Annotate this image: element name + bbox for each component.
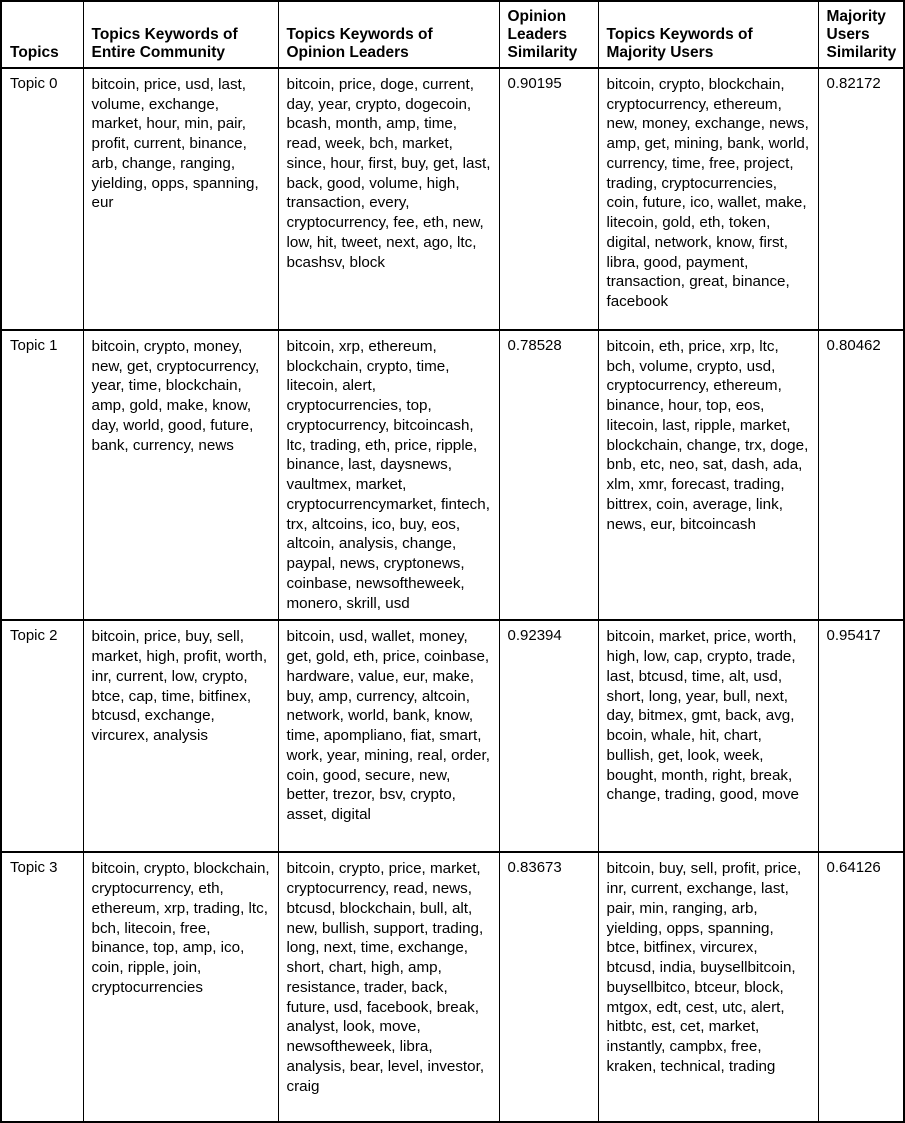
majority-users-similarity-value: 0.82172: [818, 68, 904, 330]
table-row: [1, 330, 904, 621]
table-row: [1, 852, 904, 1122]
column-header-leaders-sim-line1: Opinion: [507, 8, 567, 25]
opinion-leader-keywords: bitcoin, usd, wallet, money, get, gold, eth, price, coinbase, hardware, value, eur, make, buy, amp, currency, altcoin, network, world, bank, know, time, apompliano, fiat, smart, work, year, mining, real, order, coin, good, secure, new, better, trezor, bsv, crypto, asset, digital: [278, 620, 499, 852]
table-row: [1, 68, 904, 330]
table-row: [1, 620, 904, 852]
majority-users-similarity-value: 0.95417: [818, 620, 904, 852]
column-header-majority-line2: Majority Users: [606, 43, 714, 61]
column-header-majority-sim-line2: Users: [826, 25, 870, 43]
majority-user-keywords: bitcoin, eth, price, xrp, ltc, bch, volume, crypto, usd, cryptocurrency, ethereum, binance, hour, top, eos, litecoin, last, ripple, market, blockchain, change, trx, doge, bnb, etc, neo, sat, dash, ada, xlm, xmr, forecast, trading, bittrex, coin, average, link, news, eur, bitcoincash: [598, 330, 818, 621]
majority-users-similarity-value: 0.80462: [818, 330, 904, 621]
opinion-leaders-similarity-value: 0.78528: [499, 330, 598, 621]
community-keywords: bitcoin, crypto, blockchain, cryptocurrency, eth, ethereum, xrp, trading, ltc, bch, litecoin, free, binance, top, amp, ico, coin, ripple, join, cryptocurrencies: [83, 852, 278, 1122]
opinion-leaders-similarity-value: 0.90195: [499, 68, 598, 330]
topic-name: Topic 1: [1, 330, 83, 621]
community-keywords: bitcoin, crypto, money, new, get, cryptocurrency, year, time, blockchain, amp, gold, make, know, day, world, good, future, bank, currency, news: [83, 330, 278, 621]
table-header: [1, 1, 904, 68]
column-header-leaders-sim-line2: Leaders: [507, 25, 567, 43]
column-header-leaders-line2: Opinion Leaders: [286, 43, 409, 61]
topic-name: Topic 2: [1, 620, 83, 852]
topic-name: Topic 3: [1, 852, 83, 1122]
opinion-leaders-similarity-value: 0.92394: [499, 620, 598, 852]
column-header-community-line1: Topics Keywords of: [91, 25, 238, 43]
opinion-leader-keywords: bitcoin, price, doge, current, day, year, crypto, dogecoin, bcash, month, amp, time, read, week, bch, market, since, hour, first, buy, get, last, back, good, volume, high, transaction, every, cryptocurrency, fee, eth, new, low, hit, tweet, next, ago, ltc, bcashsv, block: [278, 68, 499, 330]
opinion-leaders-similarity-value: 0.83673: [499, 852, 598, 1122]
majority-user-keywords: bitcoin, crypto, blockchain, cryptocurrency, ethereum, new, money, exchange, news, amp, get, mining, bank, world, currency, time, free, project, trading, cryptocurrencies, coin, future, ico, wallet, make, litecoin, gold, eth, token, digital, network, know, first, libra, good, payment, transaction, great, binance, facebook: [598, 68, 818, 330]
column-header-majority-users-similarity: [818, 1, 904, 68]
opinion-leader-keywords: bitcoin, crypto, price, market, cryptocurrency, read, news, btcusd, blockchain, bull, alt, new, bullish, support, trading, long, next, time, exchange, short, chart, high, amp, resistance, trader, back, future, usd, facebook, break, analyst, look, move, newsoftheweek, libra, analysis, bear, level, investor, craig: [278, 852, 499, 1122]
column-header-topics-label: Topics: [10, 43, 59, 61]
column-header-opinion-leaders: [278, 1, 499, 68]
majority-user-keywords: bitcoin, buy, sell, profit, price, inr, current, exchange, last, pair, min, ranging, arb, yielding, opps, spanning, btce, bitfinex, vircurex, btcusd, india, buysellbitcoin, buysellbitco, btceur, block, mtgox, edt, cest, utc, alert, hitbtc, est, cet, market, instantly, campbx, free, kraken, technical, trading: [598, 852, 818, 1122]
column-header-topics: [1, 1, 83, 68]
table-body: [1, 68, 904, 1123]
opinion-leader-keywords: bitcoin, xrp, ethereum, blockchain, crypto, time, litecoin, alert, cryptocurrencies, top, cryptocurrency, bitcoincash, ltc, trading, eth, price, ripple, binance, last, daysnews, vaultmex, market, cryptocurrencymarket, fintech, trx, altcoins, ico, buy, eos, altcoin, analysis, change, paypal, news, cryptonews, coinbase, newsoftheweek, monero, skrill, usd: [278, 330, 499, 621]
column-header-majority-sim-line3: Similarity: [826, 43, 897, 61]
majority-user-keywords: bitcoin, market, price, worth, high, low, cap, crypto, trade, last, btcusd, time, alt, usd, short, long, year, bull, next, day, bitmex, gmt, back, avg, bcoin, whale, hit, chart, bullish, get, look, week, bought, month, right, break, change, trading, good, move: [598, 620, 818, 852]
header-row: [1, 1, 904, 68]
column-header-majority-sim-line1: Majority: [826, 8, 886, 25]
community-keywords: bitcoin, price, buy, sell, market, high, profit, worth, inr, current, low, crypto, btce, cap, time, bitfinex, btcusd, exchange, vircurex, analysis: [83, 620, 278, 852]
column-header-majority-line1: Topics Keywords of: [606, 25, 753, 43]
column-header-community-line2: Entire Community: [91, 43, 225, 61]
column-header-community: [83, 1, 278, 68]
column-header-majority-users: [598, 1, 818, 68]
column-header-leaders-sim-line3: Similarity: [507, 43, 578, 61]
majority-users-similarity-value: 0.64126: [818, 852, 904, 1122]
topic-name: Topic 0: [1, 68, 83, 330]
community-keywords: bitcoin, price, usd, last, volume, exchange, market, hour, min, pair, profit, current, binance, arb, change, ranging, yielding, opps, spanning, eur: [83, 68, 278, 330]
column-header-opinion-leaders-similarity: [499, 1, 598, 68]
column-header-leaders-line1: Topics Keywords of: [286, 25, 433, 43]
